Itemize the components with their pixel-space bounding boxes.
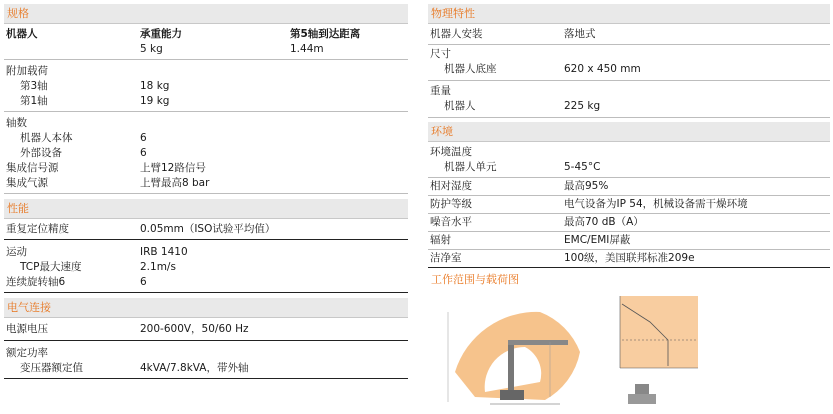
figures-area — [428, 292, 830, 414]
payload-value: 5 kg — [140, 43, 163, 55]
header-robot: 机器人 — [6, 28, 38, 40]
reach-value: 1.44m — [290, 43, 324, 55]
power-label: 额定功率 — [6, 347, 48, 359]
robot-body-row: 机器人本体 6 — [20, 132, 147, 144]
axis3-row: 第3轴 18 kg — [20, 80, 170, 92]
axes-label: 轴数 — [6, 117, 27, 129]
humidity-row: 相对湿度 最高95% — [428, 178, 830, 196]
size-label: 尺寸 — [430, 48, 451, 60]
motion-row: 运动 IRB 1410 — [6, 246, 188, 258]
header-reach: 第5轴到达距离 — [290, 28, 361, 40]
header-payload: 承重能力 — [140, 28, 182, 40]
radiation-row: 辐射 EMC/EMI屏蔽 — [428, 232, 830, 250]
unit-row: 机器人单元 5-45°C — [428, 160, 830, 178]
rot6-row: 连续旋转轴6 6 — [4, 275, 408, 293]
transformer-row: 变压器额定值 4kVA/7.8kVA，带外轴 — [4, 361, 408, 379]
protect-row: 防护等级 电气设备为IP 54，机械设备需干燥环境 — [428, 196, 830, 214]
clean-row: 洁净室 100级，美国联邦标准209e — [428, 250, 830, 268]
temp-label: 环境温度 — [430, 146, 472, 158]
section-perf-title: 性能 — [4, 199, 408, 219]
left-column — [4, 4, 408, 379]
base-row: 机器人底座 620 x 450 mm — [428, 62, 830, 81]
section-env-title: 环境 — [428, 122, 830, 142]
section-spec-title: 规格 — [4, 4, 408, 24]
noise-row: 噪音水平 最高70 dB（A） — [428, 214, 830, 232]
signal-row: 集成信号源 上臂12路信号 — [6, 162, 206, 174]
air-row: 集成气源 上臂最高8 bar — [4, 176, 408, 194]
voltage-row: 电源电压 200-600V，50/60 Hz — [4, 322, 408, 341]
spec-values-row — [4, 42, 408, 60]
external-device-row: 外部设备 6 — [20, 147, 147, 159]
axis1-row: 第1轴 19 kg — [4, 94, 408, 112]
repeat-row: 重复定位精度 0.05mm（ISO试验平均值） — [4, 222, 408, 240]
extra-load-label: 附加载荷 — [6, 65, 48, 77]
weight-label: 重量 — [430, 85, 451, 97]
load-diagram — [610, 292, 720, 414]
right-column — [428, 4, 830, 289]
section-phys-title: 物理特性 — [428, 4, 830, 24]
section-elec-title: 电气连接 — [4, 298, 408, 318]
spec-header-row — [4, 27, 408, 42]
tcp-row: TCP最大速度 2.1m/s — [20, 261, 176, 273]
workrange-title: 工作范围与载荷图 — [428, 270, 830, 289]
weight-robot-row: 机器人 225 kg — [428, 99, 830, 118]
install-row: 机器人安装 落地式 — [428, 27, 830, 45]
work-range-diagram — [430, 292, 600, 414]
